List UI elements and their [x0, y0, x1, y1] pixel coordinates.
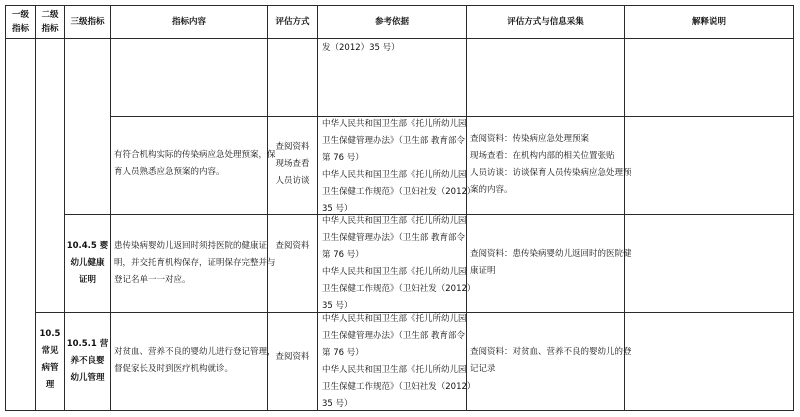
col-border — [793, 5, 794, 411]
collection-line: 康证明 — [470, 266, 496, 276]
method-line: 查阅资料 — [275, 352, 310, 362]
row3-content — [114, 238, 276, 289]
col-border — [317, 5, 318, 411]
level2-line: 病管 — [41, 363, 59, 373]
method-line: 现场查看 — [275, 159, 310, 169]
basis-line: 卫生保健工作规范》（卫妇社发（2012） — [322, 187, 476, 197]
row4-content — [114, 344, 276, 378]
row4-level3 — [65, 336, 110, 387]
row2-basis — [322, 116, 475, 218]
method-line: 查阅资料 — [275, 241, 310, 251]
col-border — [110, 5, 111, 411]
content-line: 对贫血、营养不良的婴幼儿进行登记管理， — [114, 347, 276, 357]
header-level1-line: 指标 — [11, 24, 29, 34]
header-collection: 评估方式与信息采集 — [507, 17, 584, 27]
basis-line: 卫生保健工作规范》（卫妇社发（2012） — [322, 382, 476, 392]
basis-line: 35 号） — [322, 399, 353, 409]
basis-line: 中华人民共和国卫生部《托儿所幼儿园 — [322, 119, 467, 129]
row2-method — [268, 139, 317, 190]
content-line: 明，并交托育机构保存，证明保存完整并与 — [114, 258, 276, 268]
row4-method — [268, 349, 317, 366]
row2-content — [114, 147, 276, 181]
row4-level2 — [36, 326, 64, 394]
basis-line: 中华人民共和国卫生部《托儿所幼儿园 — [322, 216, 467, 226]
header-method: 评估方式 — [275, 17, 310, 27]
basis-line: 发（2012）35 号） — [322, 43, 400, 53]
basis-line: 35 号） — [322, 301, 353, 311]
level3-line: 幼儿健康 — [70, 258, 105, 268]
level3-line: 10.4.5 婴 — [66, 241, 109, 251]
header-content: 指标内容 — [171, 17, 206, 27]
basis-line: 第 76 号） — [322, 348, 364, 358]
level3-line: 幼儿管理 — [70, 373, 105, 383]
header-level2-line: 二级 — [41, 10, 59, 20]
header-level1 — [6, 6, 35, 38]
collection-line: 查阅资料：对贫血、营养不良的婴幼儿的登 — [470, 347, 632, 357]
basis-line: 卫生保健管理办法》（卫生部 教育部令 — [322, 331, 465, 341]
level3-line: 证明 — [78, 275, 96, 285]
row1-basis — [322, 40, 400, 57]
row-border — [5, 38, 794, 39]
content-line: 督促家长及时到医疗机构就诊。 — [114, 364, 234, 374]
header-explanation: 解释说明 — [691, 17, 726, 27]
content-line: 患传染病婴幼儿返回时须持医院的健康证 — [114, 241, 268, 251]
level2-line: 常见 — [41, 346, 59, 356]
header-level2 — [36, 6, 64, 38]
collection-line: 查阅资料：传染病应急处理预案 — [470, 134, 590, 144]
basis-line: 中华人民共和国卫生部《托儿所幼儿园 — [322, 267, 467, 277]
level3-line: 养不良婴 — [70, 356, 105, 366]
header-basis: 参考依据 — [374, 17, 409, 27]
collection-line: 人员访谈：访谈保育人员传染病应急处理预 — [470, 168, 632, 178]
basis-line: 35 号） — [322, 204, 353, 214]
basis-line: 中华人民共和国卫生部《托儿所幼儿园 — [322, 365, 467, 375]
basis-line: 卫生保健工作规范》（卫妇社发（2012） — [322, 284, 476, 294]
collection-line: 案的内容。 — [470, 185, 513, 195]
basis-line: 中华人民共和国卫生部《托儿所幼儿园 — [322, 170, 467, 180]
level3-line: 10.5.1 营 — [66, 339, 109, 349]
collection-line: 现场查看：在机构内部的相关位置张贴 — [470, 151, 615, 161]
collection-line: 查阅资料：患传染病婴幼儿返回时的医院健 — [470, 249, 632, 259]
method-line: 人员访谈 — [275, 176, 310, 186]
level2-line: 10.5 — [39, 329, 61, 339]
collection-line: 记记录 — [470, 364, 496, 374]
header-level3: 三级指标 — [70, 17, 105, 27]
row3-method — [268, 238, 317, 255]
row4-collection — [470, 344, 632, 378]
basis-line: 卫生保健管理办法》（卫生部 教育部令 — [322, 233, 465, 243]
level2-line: 理 — [45, 380, 55, 390]
row3-basis — [322, 213, 475, 315]
row3-level3 — [65, 238, 110, 289]
row2-collection — [470, 131, 632, 199]
row3-collection — [470, 246, 632, 280]
row4-basis — [322, 311, 475, 413]
col-border — [5, 5, 6, 411]
header-level1-line: 一级 — [11, 10, 29, 20]
method-line: 查阅资料 — [275, 142, 310, 152]
content-line: 登记名单一一对应。 — [114, 275, 191, 285]
basis-line: 第 76 号） — [322, 250, 364, 260]
basis-line: 第 76 号） — [322, 153, 364, 163]
basis-line: 中华人民共和国卫生部《托儿所幼儿园 — [322, 314, 467, 324]
basis-line: 卫生保健管理办法》（卫生部 教育部令 — [322, 136, 465, 146]
content-line: 有符合机构实际的传染病应急处理预案，保 — [114, 150, 276, 160]
header-level2-line: 指标 — [41, 24, 59, 34]
content-line: 育人员熟悉应急预案的内容。 — [114, 167, 225, 177]
